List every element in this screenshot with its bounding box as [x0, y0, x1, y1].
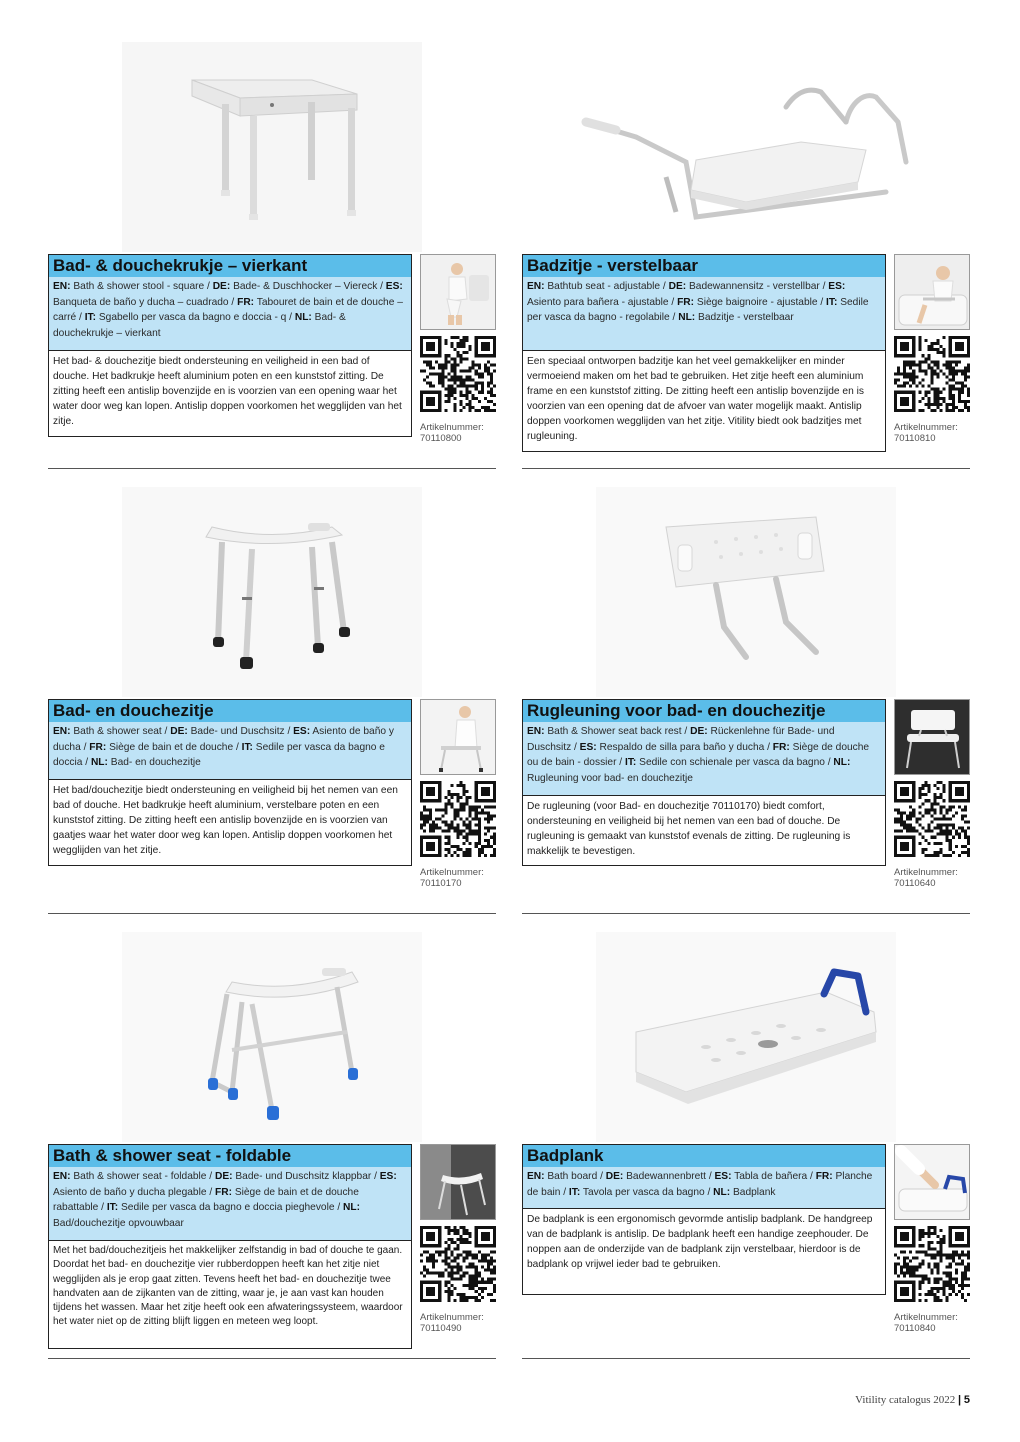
article-number	[420, 1312, 484, 1334]
lang-text: Sedile per vasca da bagno e doccia pieghevole /	[120, 1202, 344, 1213]
qr-code-icon	[420, 781, 496, 857]
lang-text: Badewannensitz - verstellbar /	[688, 281, 829, 292]
product-title: Bad- en douchezitje	[48, 699, 412, 723]
usage-thumbnail	[894, 1144, 970, 1220]
product-photo	[522, 930, 970, 1144]
usage-thumbnail	[420, 254, 496, 330]
back-rest-image	[596, 487, 896, 697]
lang-code: FR:	[89, 741, 107, 753]
lang-code: NL:	[90, 757, 108, 768]
section-divider	[48, 913, 496, 914]
article-number-label: Artikelnummer:	[420, 1312, 484, 1323]
lang-text: Badewannenbrett /	[626, 1171, 715, 1182]
lang-text: Bade- und Duschsitz klappbar /	[235, 1171, 380, 1182]
lang-text: Siège de bain et de douche rabattable /	[53, 1186, 359, 1213]
lang-text: Bath board /	[547, 1171, 606, 1182]
product-title: Bath & shower seat - foldable	[48, 1144, 412, 1168]
product-title: Bad- & douchekrukje – vierkant	[48, 254, 412, 278]
product-description: Een speciaal ontworpen badzitje kan het veel gemakkelijker en minder vermoeiend maken om het bad te gebruiken. Het zitje heeft een aluminium frame en een kunststof zitting. De zitting heeft een antislip bovenzijde en is voorzien van een opening dat de afvoer van water mogelijk maakt. Antislip doppen voorkomen wegglijden van het zitje. Vitility biedt ook badzitjes met rugleuning.	[522, 351, 886, 452]
lang-code: DE:	[214, 1171, 233, 1182]
lang-text: Bad- & douchekrukje – vierkant	[53, 312, 346, 339]
article-number-value: 70110490	[420, 1323, 462, 1334]
article-number-label: Artikelnummer:	[894, 1312, 958, 1323]
lang-code: IT:	[84, 312, 97, 323]
lang-code: IT:	[624, 757, 637, 768]
lang-code: DE:	[212, 281, 231, 292]
lang-code: FR:	[237, 296, 255, 308]
square-stool-image	[122, 42, 422, 252]
lang-code: ES:	[385, 281, 403, 292]
catalog-name: Vitility catalogus 2022	[855, 1394, 956, 1406]
usage-thumbnail	[894, 254, 970, 330]
lang-code: DE:	[668, 281, 687, 292]
lang-text: Bathtub seat - adjustable /	[547, 281, 669, 292]
section-divider	[522, 1358, 970, 1359]
shower-seat-image	[122, 487, 422, 697]
lang-text: Rugleuning voor bad- en douchezitje	[527, 772, 693, 784]
lang-text: Sgabello per vasca da bagno e doccia - q /	[98, 312, 295, 323]
lang-code: IT:	[568, 1186, 581, 1198]
lang-code: NL:	[343, 1202, 360, 1213]
product-photo	[48, 930, 496, 1144]
article-number-label: Artikelnummer:	[894, 867, 958, 878]
lang-text: Rückenlehne für Bade- und Duschsitz /	[527, 726, 835, 753]
lang-code: ES:	[293, 726, 311, 737]
product-description: Het bad- & douchezitje biedt ondersteuning en veiligheid in een bad of douche. Het badkrukje heeft aluminium poten en een kunststof zitting. De zitting heeft een antislip bovenzijde en is voorzien van een opening waar het water door weg kan lopen. Antislip doppen voorkomen het wegglijden van het zitje.	[48, 351, 412, 437]
lang-code: FR:	[677, 296, 695, 308]
lang-code: IT:	[826, 296, 838, 308]
lang-code: ES:	[379, 1171, 397, 1182]
translations-box	[48, 1167, 412, 1241]
translations-box	[48, 722, 412, 780]
product-description: Het bad/douchezitje biedt ondersteuning en veiligheid bij het nemen van een bad of douche. Het badkrukje heeft aluminium, verstelbare poten en een kunststof zitting. De zitting heeft een antislip bovenzijde en is voorzien van gaatjes waar het water door weg kan lopen. Antislip doppen voorkomen het wegglijden van het zitje.	[48, 780, 412, 866]
lang-text: Siège de douche ou de bain - dossier /	[527, 741, 870, 768]
lang-code: EN:	[53, 726, 71, 737]
lang-code: IT:	[241, 741, 253, 753]
lang-text: Bath & shower seat - foldable /	[73, 1171, 215, 1182]
product-photo	[522, 40, 970, 254]
lang-code: ES:	[828, 281, 846, 292]
article-number	[894, 422, 958, 444]
page-footer	[855, 1394, 970, 1406]
product-description: Met het bad/douchezitjeis het makkelijker zelfstandig in bad of douche te gaan. Doordat het bad- en douchezitje vier rubberdoppen heeft kan het zitje niet wegglijden als je erop gaat zitten. Tevens heeft het bad- en douchezitje twee handvaten aan de zijkanten van de zitting, waar je, je aan vast kan houden tijdens het wassen. Maar het zitje heeft ook een afwateringssysteem, waardoor het water niet op de zitting blijft liggen en meteen weg loopt.	[48, 1241, 412, 1349]
lang-text: Bath & Shower seat back rest /	[547, 726, 691, 737]
lang-code: EN:	[53, 1171, 71, 1182]
article-number-value: 70110170	[420, 878, 462, 889]
lang-text: Bade- und Duschsitz /	[190, 726, 294, 737]
lang-text: Tabla de bañera /	[734, 1171, 816, 1182]
lang-code: ES:	[579, 741, 597, 753]
section-divider	[48, 468, 496, 469]
lang-code: NL:	[294, 312, 312, 323]
article-number	[420, 422, 484, 444]
lang-code: EN:	[53, 281, 71, 292]
lang-code: IT:	[106, 1202, 119, 1213]
lang-text: Planche de bain /	[527, 1171, 873, 1198]
lang-text: Siège baignoire - ajustable /	[696, 296, 827, 308]
foldable-seat-image	[122, 932, 422, 1142]
qr-code-icon	[894, 781, 970, 857]
article-number-label: Artikelnummer:	[894, 422, 958, 433]
usage-thumbnail	[420, 699, 496, 775]
lang-text: Respaldo de silla para baño y ducha /	[599, 741, 773, 753]
article-number	[894, 1312, 958, 1334]
product-description: De rugleuning (voor Bad- en douchezitje 70110170) biedt comfort, ondersteuning en veiligheid bij het nemen van een bad of douche. De rugleuning is gemaakt van kunststof evenals de zitting. De rugleuning is makkelijk te bevestigen.	[522, 796, 886, 866]
article-number-value: 70110810	[894, 433, 936, 444]
lang-text: Bad- en douchezitje	[110, 757, 201, 768]
lang-text: Bad/douchezitje opvouwbaar	[53, 1217, 184, 1229]
section-divider	[522, 468, 970, 469]
footer-separator: |	[958, 1394, 962, 1406]
qr-code-icon	[420, 1226, 496, 1302]
lang-text: Tavola per vasca da bagno /	[582, 1186, 714, 1198]
product-photo	[48, 485, 496, 699]
article-number	[420, 867, 484, 889]
lang-code: DE:	[690, 726, 708, 737]
section-divider	[522, 913, 970, 914]
lang-text: Sedile per vasca da bagno - regolabile /	[527, 296, 869, 323]
lang-code: NL:	[833, 757, 851, 768]
lang-text: Badzitje - verstelbaar	[698, 312, 794, 323]
lang-code: ES:	[714, 1171, 732, 1182]
lang-code: FR:	[772, 741, 790, 753]
translations-box	[522, 722, 886, 796]
lang-code: DE:	[605, 1171, 624, 1182]
lang-text: Asiento de baño y ducha plegable /	[53, 1186, 215, 1198]
lang-text: Asiento para bañera - ajustable /	[527, 296, 678, 308]
lang-text: Badplank	[733, 1186, 776, 1198]
translations-box	[48, 277, 412, 351]
lang-text: Sedile con schienale per vasca da bagno /	[639, 757, 834, 768]
lang-text: Bath & shower seat /	[73, 726, 171, 737]
lang-code: EN:	[527, 1171, 545, 1182]
usage-thumbnail	[420, 1144, 496, 1220]
lang-text: Asiento de baño y ducha /	[53, 726, 394, 753]
lang-code: DE:	[170, 726, 188, 737]
product-title: Rugleuning voor bad- en douchezitje	[522, 699, 886, 723]
article-number	[894, 867, 958, 889]
lang-code: EN:	[527, 726, 545, 737]
article-number-value: 70110640	[894, 878, 936, 889]
lang-code: FR:	[815, 1171, 833, 1182]
translations-box	[522, 277, 886, 351]
lang-text: Tabouret de bain et de douche – carré /	[53, 296, 403, 323]
lang-text: Banqueta de baño y ducha – cuadrado /	[53, 296, 238, 308]
article-number-label: Artikelnummer:	[420, 867, 484, 878]
bath-board-image	[596, 932, 896, 1142]
lang-text: Sedile per vasca da bagno e doccia /	[53, 741, 385, 768]
product-description: De badplank is een ergonomisch gevormde antislip badplank. De handgreep van de badplank is antislip. De badplank heeft een handige zeephouder. De noppen aan de onderzijde van de badplank zijn verstelbaar, hierdoor is de badplank op vrijwel ieder bad te gebruiken.	[522, 1209, 886, 1295]
product-photo	[48, 40, 496, 254]
lang-text: Siège de bain et de douche /	[109, 741, 242, 753]
qr-code-icon	[894, 1226, 970, 1302]
lang-code: NL:	[713, 1186, 731, 1198]
article-number-label: Artikelnummer:	[420, 422, 484, 433]
qr-code-icon	[894, 336, 970, 412]
product-photo	[522, 485, 970, 699]
translations-box	[522, 1167, 886, 1209]
lang-code: EN:	[527, 281, 545, 292]
lang-text: Bath & shower stool - square /	[73, 281, 213, 292]
product-title: Badzitje - verstelbaar	[522, 254, 886, 278]
usage-thumbnail	[894, 699, 970, 775]
page-number: 5	[963, 1394, 970, 1406]
article-number-value: 70110840	[894, 1323, 936, 1334]
lang-code: NL:	[678, 312, 696, 323]
lang-text: Bade- & Duschhocker – Viereck /	[233, 281, 386, 292]
product-title: Badplank	[522, 1144, 886, 1168]
bathtub-seat-image	[546, 42, 946, 252]
article-number-value: 70110800	[420, 433, 462, 444]
qr-code-icon	[420, 336, 496, 412]
lang-code: FR:	[215, 1186, 232, 1198]
section-divider	[48, 1358, 496, 1359]
